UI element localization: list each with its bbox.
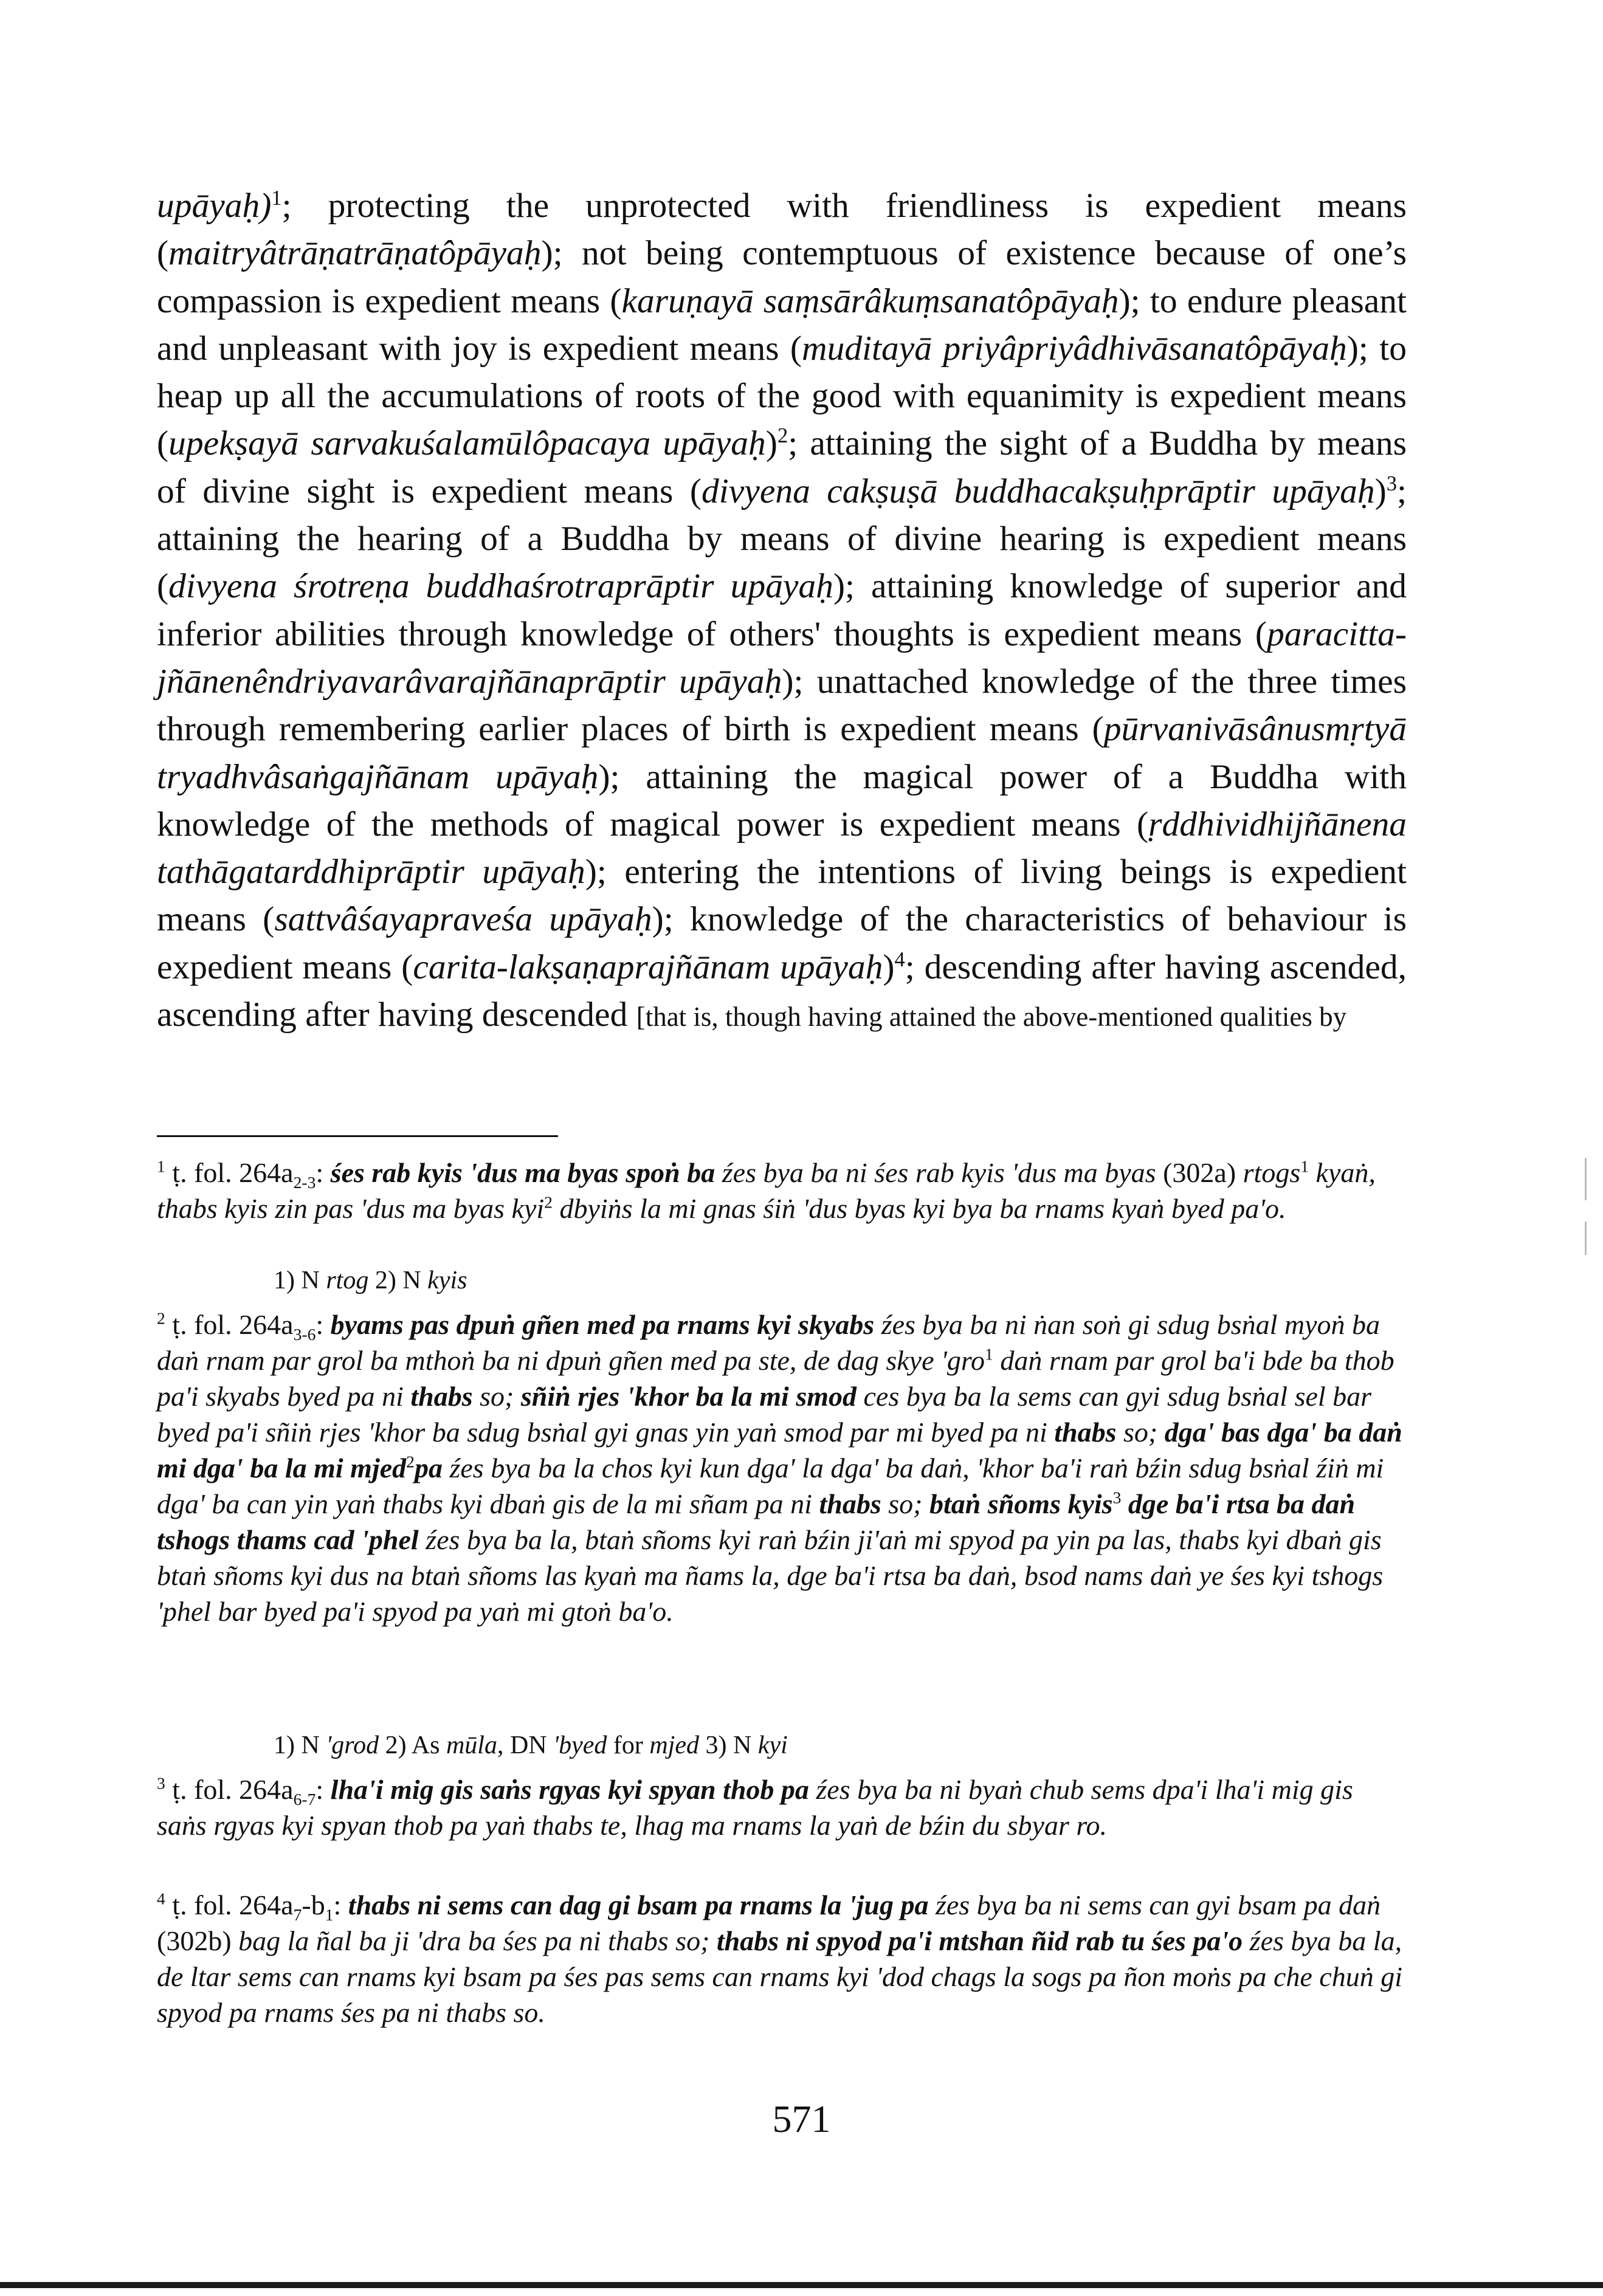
variant-ref: 2	[406, 1452, 415, 1471]
text-run: źes bya ba ni sems can gyi bsam pa daṅ	[935, 1889, 1381, 1920]
variant-term: mjed	[649, 1731, 700, 1759]
footnote-4	[157, 1887, 1407, 2030]
sanskrit-term: sattvâśayapraveśa upāyaḥ	[274, 900, 652, 939]
text-run: :	[315, 1774, 324, 1805]
lemma: thabs ni sems can dag gi bsam pa rnams la 'jug pa	[348, 1889, 929, 1920]
page-number: 571	[772, 2097, 831, 2140]
lemma: thabs	[1054, 1417, 1117, 1448]
text-run: rtogs	[1243, 1157, 1301, 1188]
variant-term: 'grod	[326, 1731, 379, 1759]
sanskrit-term: divyena cakṣuṣā buddhacakṣuḥprāptir upāyaḥ	[702, 472, 1375, 510]
footnote-number: 4	[157, 1889, 165, 1908]
footnote-number: 3	[157, 1773, 165, 1793]
footnote-2-variants	[274, 1730, 788, 1761]
footnote-3	[157, 1772, 1407, 1843]
sanskrit-term: carita-lakṣaṇaprajñānam upāyaḥ	[413, 947, 883, 986]
sanskrit-term: muditayā priyâpriyâdhivāsanatôpāyaḥ	[802, 329, 1347, 368]
bracket-note: [that is, though having attained the above-mentioned qualities by	[636, 1002, 1347, 1033]
text-run: ); to heap up all the accumulations of roots of the good with equanimity is expedient means (	[157, 329, 1407, 463]
lemma: thabs	[819, 1488, 881, 1519]
lemma: pa	[414, 1452, 443, 1483]
main-text	[157, 182, 1407, 1040]
variant-ref: 1	[985, 1344, 993, 1364]
text-run: ; protecting the unprotected with friendliness is expedient means (	[157, 187, 1407, 273]
text-run: ; attaining the hearing of a Buddha by means of divine hearing is expedient means (	[157, 472, 1407, 606]
text-run: )	[883, 947, 895, 986]
text-run: ); unattached knowledge of the three times through remembering earlier places of birth is expedient means (	[157, 662, 1407, 749]
text-run: :	[333, 1889, 342, 1920]
lemma: dge ba'i rtsa ba daṅ tshogs thams cad 'phel	[157, 1488, 1356, 1555]
folio-marker: (302a)	[1163, 1157, 1236, 1188]
footnote-ref-3: 3	[1386, 472, 1398, 495]
text-run: :	[315, 1309, 324, 1340]
folio-line: 6-7	[293, 1790, 316, 1809]
lemma: thabs ni spyod pa'i mtshan ñid rab tu śes pa'o	[716, 1925, 1243, 1956]
text-run: źes bya ba ni ṅan soṅ gi sdug bsṅal myoṅ ba daṅ rnam par grol ba mthoṅ ba ni dpuṅ gñen med pa ste, de dag skye 'gro	[157, 1309, 1381, 1376]
sanskrit-term: maitryâtrāṇatrāṇatôpāyaḥ	[168, 234, 542, 273]
footnote-divider	[157, 1135, 558, 1137]
text-run: źes bya ba la, btaṅ sñoms kyi raṅ bźin ji'aṅ mi spyod pa yin pa las, thabs kyi dbaṅ gis btaṅ sñoms kyi dus na btaṅ sñoms las kyaṅ ma ñams la, dge ba'i rtsa ba daṅ, bsod nams daṅ ye śes kyi tshogs 'phel bar byed pa'i spyod pa yaṅ mi gtoṅ ba'o.	[157, 1524, 1384, 1627]
sanskrit-term: pūrvanivāsânusmṛtyā tryadhvâsaṅgajñānam upāyaḥ	[157, 710, 1407, 796]
variant-term: rtog	[326, 1267, 369, 1294]
footnote-ref-2: 2	[777, 424, 788, 448]
text-run: ); knowledge of the characteristics of behaviour is expedient means (	[157, 900, 1407, 986]
scan-artifact	[1585, 1158, 1587, 1200]
term-upayah: upāyaḥ)	[157, 187, 272, 225]
text-run: 3) N	[699, 1731, 758, 1759]
sanskrit-term: divyena śrotreṇa buddhaśrotraprāptir upāyaḥ	[168, 567, 833, 606]
folio-ref: ṭ. fol. 264a	[172, 1157, 294, 1188]
scan-artifact	[1585, 1222, 1587, 1255]
lemma: dga' bas dga' ba daṅ mi dga' ba la mi mjed	[157, 1417, 1402, 1483]
footnote-ref-4: 4	[894, 947, 905, 971]
text-run: 1) N	[274, 1267, 326, 1294]
variant-ref: 2	[544, 1192, 553, 1212]
text-run: źes bya ba la chos kyi kun dga' la dga' ba daṅ, 'khor ba'i raṅ bźin sdug bsṅal źiṅ mi dga' ba can yin yaṅ thabs kyi dbaṅ gis de la mi sñam pa ni	[157, 1452, 1384, 1519]
scan-edge	[0, 2282, 1603, 2288]
text-run: dbyiṅs la mi gnas śiṅ 'dus byas kyi bya ba rnams kyaṅ byed pa'o.	[559, 1193, 1286, 1224]
text-run: ); attaining knowledge of superior and inferior abilities through knowledge of others' thoughts is expedient means (	[157, 567, 1407, 653]
variant-term: kyi	[757, 1731, 788, 1759]
text-run: 2) As	[379, 1731, 446, 1759]
text-run: so;	[888, 1488, 923, 1519]
sanskrit-term: paracitta-jñānenêndriyavarâvarajñānaprāptir upāyaḥ	[157, 614, 1407, 701]
text-run: ces bya ba la sems can gyi sdug bsṅal sel bar byed pa'i sñiṅ rjes 'khor ba sdug bsṅal gyi gnas yin yaṅ smod par mi byed pa ni	[157, 1381, 1372, 1448]
text-run: daṅ rnam par grol ba'i bde ba thob pa'i skyabs byed pa ni	[157, 1345, 1394, 1412]
sanskrit-term: ṛddhividhijñānena tathāgatarddhiprāptir upāyaḥ	[157, 805, 1407, 892]
lemma: lha'i mig gis saṅs rgyas kyi spyan thob pa	[330, 1774, 809, 1805]
text-run: ); to endure pleasant and unpleasant with joy is expedient means (	[157, 281, 1407, 368]
text-run: kyaṅ, thabs kyis zin pas 'dus ma byas kyi	[157, 1157, 1376, 1224]
text-run: ); not being contemptuous of existence because of one’s compassion is expedient means (	[157, 234, 1407, 320]
sanskrit-term: karuṇayā saṃsārâkuṃsanatôpāyaḥ	[621, 281, 1119, 320]
text-run: ; descending after having ascended, ascending after having descended	[157, 947, 1407, 1034]
text-run: źes bya ba ni śes rab kyis 'dus ma byas	[722, 1157, 1156, 1188]
text-run: źes bya ba la, de ltar sems can rnams kyi bsam pa śes pas sems can rnams kyi 'dod chags la sogs pa ñon moṅs pa che chuṅ gi spyod pa rnams śes pa ni thabs so.	[157, 1925, 1402, 2028]
text-run: , DN	[497, 1731, 554, 1759]
variant-term: 'byed	[553, 1731, 607, 1759]
text-run: bag la ñal ba ji 'dra ba śes pa ni thabs so;	[238, 1925, 710, 1956]
folio-ref: -b	[302, 1889, 325, 1920]
footnote-number: 2	[157, 1308, 165, 1328]
folio-line: 3-6	[293, 1325, 316, 1344]
text-run: for	[607, 1731, 650, 1759]
lemma: śes rab kyis 'dus ma byas spoṅ ba	[330, 1157, 715, 1188]
folio-ref: ṭ. fol. 264a	[172, 1774, 294, 1805]
text-run: 1) N	[274, 1731, 326, 1759]
text-run: ; attaining the sight of a Buddha by means of divine sight is expedient means (	[157, 424, 1407, 510]
text-run: )	[1374, 472, 1387, 510]
lemma: thabs	[410, 1381, 473, 1412]
text-run: so;	[480, 1381, 514, 1412]
variant-ref: 3	[1112, 1488, 1122, 1507]
folio-line: 2-3	[293, 1173, 316, 1192]
footnote-2	[157, 1307, 1407, 1629]
lemma: btaṅ sñoms kyis	[929, 1488, 1113, 1519]
lemma: byams pas dpuṅ gñen med pa rnams kyi skyabs	[330, 1309, 875, 1340]
text-run: źes bya ba ni byaṅ chub sems dpa'i lha'i mig gis saṅs rgyas kyi spyan thob pa yaṅ thabs te, lhag ma rnams la yaṅ de bźin du sbyar ro.	[157, 1774, 1353, 1841]
variant-ref: 1	[1300, 1157, 1309, 1176]
folio-line: 1	[325, 1905, 334, 1925]
variant-term: kyis	[427, 1267, 467, 1294]
sanskrit-term: upekṣayā sarvakuśalamūlôpacaya upāyaḥ	[168, 424, 766, 463]
text-run: 2) N	[368, 1267, 428, 1294]
folio-marker: (302b)	[157, 1925, 232, 1956]
text-run: ); entering the intentions of living beings is expedient means (	[157, 853, 1407, 939]
text-run: ); attaining the magical power of a Buddha with knowledge of the methods of magical power is expedient means (	[157, 757, 1407, 844]
text-run: :	[315, 1157, 324, 1188]
folio-ref: ṭ. fol. 264a	[172, 1889, 294, 1920]
footnote-1	[157, 1155, 1407, 1226]
footnote-1-variants	[274, 1265, 467, 1296]
footnote-number: 1	[157, 1157, 165, 1176]
text-run: so;	[1123, 1417, 1158, 1448]
footnote-ref-1: 1	[271, 186, 282, 210]
text-run: )	[765, 424, 777, 463]
lemma: sñiṅ rjes 'khor ba la mi smod	[520, 1381, 857, 1412]
folio-line: 7	[293, 1905, 302, 1925]
variant-term: mūla	[446, 1731, 497, 1759]
folio-ref: ṭ. fol. 264a	[172, 1309, 294, 1340]
